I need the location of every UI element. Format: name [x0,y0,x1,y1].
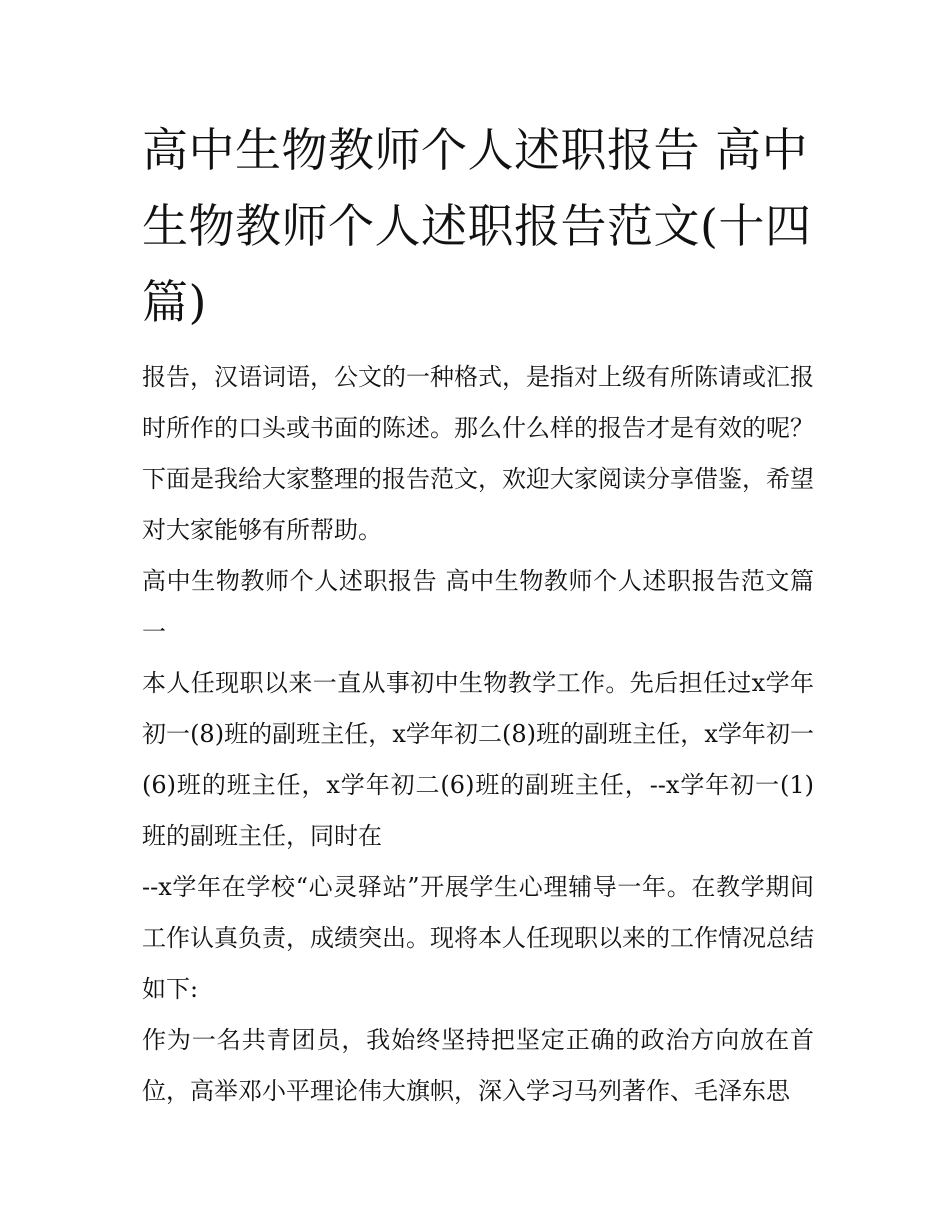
body-paragraph: --x学年在学校“心灵驿站”开展学生心理辅导一年。在教学期间工作认真负责，成绩突出。现将本人任现职以来的工作情况总结如下: [142,873,814,1003]
document-page [142,112,814,1117]
section-heading: 高中生物教师个人述职报告 高中生物教师个人述职报告范文篇一 [142,567,814,646]
body-paragraph: 作为一名共青团员，我始终坚持把坚定正确的政治方向放在首位，高举邓小平理论伟大旗帜，深入学习马列著作、毛泽东思 [142,1026,814,1105]
document-title: 高中生物教师个人述职报告 高中生物教师个人述职报告范文(十四篇) [142,123,812,329]
document-body [142,352,814,1117]
intro-paragraph: 报告，汉语词语，公文的一种格式，是指对上级有所陈请或汇报时所作的口头或书面的陈述。那么什么样的报告才是有效的呢？下面是我给大家整理的报告范文，欢迎大家阅读分享借鉴，希望对大家能够有所帮助。 [142,363,814,544]
body-paragraph: 本人任现职以来一直从事初中生物教学工作。先后担任过x学年初一(8)班的副班主任，x学年初二(8)班的副班主任，x学年初一(6)班的班主任，x学年初二(6)班的副班主任，--x学年初一(1)班的副班主任，同时在 [142,669,814,850]
